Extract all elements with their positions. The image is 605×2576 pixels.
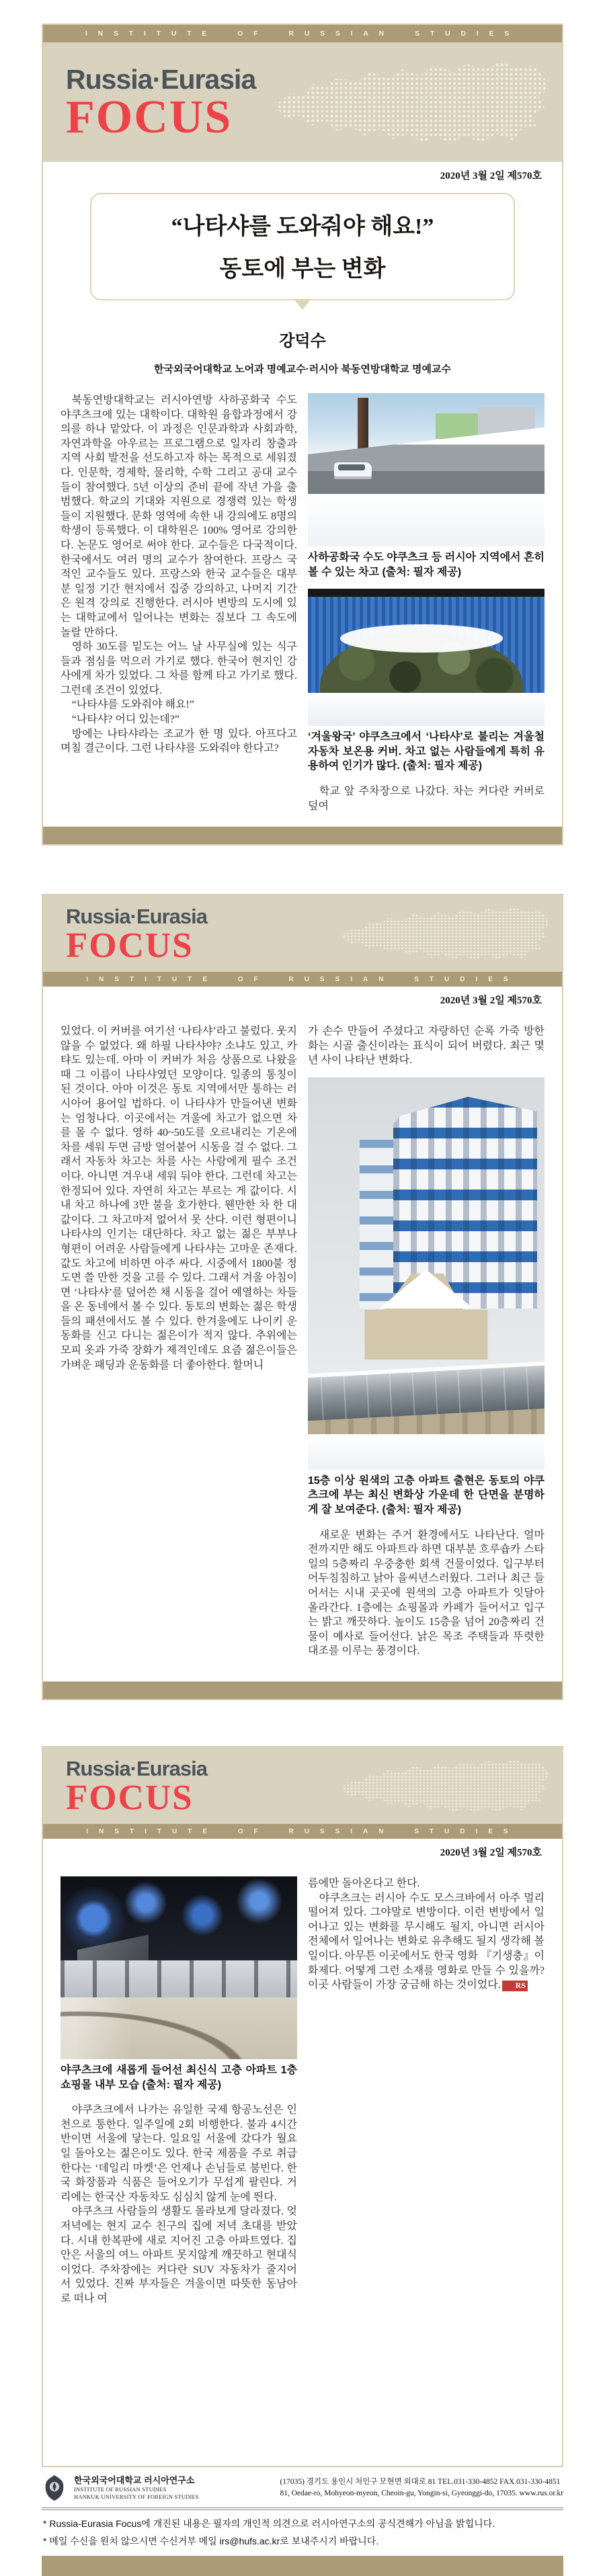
page2-columns (61, 1024, 544, 1659)
issue-date: 2020년 3월 2일 제570호 (440, 1847, 542, 1858)
page-bottom-bar (43, 1681, 562, 1699)
brand-focus: FOCUS (66, 1778, 194, 1817)
page3-left-column (61, 1876, 297, 2307)
snow-ground (308, 1434, 544, 1470)
footer-institute-names (74, 2476, 199, 2499)
paragraph: 가 손수 만들어 주셨다고 자랑하던 순록 가죽 방한화는 시골 출신이라는 표식이 되어 버렸다. 최근 몇 년 사이 나타난 변화다. (308, 1026, 544, 1067)
page3-right-column (308, 1876, 544, 2307)
masthead-banner (43, 42, 562, 162)
page1-right-column (308, 393, 544, 813)
page1-left-column (61, 393, 297, 813)
footer-bottom-bar (42, 2556, 563, 2576)
footer-divider (42, 2507, 563, 2510)
disclaimer-note: * Russia-Eurasia Focus에 개진된 내용은 필자의 개인적 의견으로 러시아연구소의 공식견해가 아님을 밝힙니다. (43, 2518, 495, 2529)
page-bottom-bar (43, 827, 562, 844)
page1-columns (61, 393, 544, 813)
document-footer (42, 2474, 563, 2576)
brand-focus: FOCUS (66, 925, 194, 965)
photo-garage-row (308, 393, 544, 546)
page2-content (43, 987, 562, 1659)
issue-date: 2020년 3월 2일 제570호 (440, 995, 542, 1006)
paragraph: 새로운 변화는 주거 환경에서도 나타난다. 얼마 전까지만 해도 아파트라 하면 대부분 흐루숍카 스타일의 5층짜리 우중충한 회색 건물이었다. 입구부터 어두침침하고 낡아 을씨년스러웠다. 그러나 최근 들어서는 시내 곳곳에 원색의 고층 아파트가 잇달아 올라간다. 1층에는 쇼핑몰과 카페가 들어서고 입구는 밝고 깨끗하다. 높이도 15층을 넘어 20층짜리 건물이 예사로 들어선다. 낡은 목조 주택들과 뚜렷한 대조를 이루는 풍경이다. (308, 1529, 544, 1657)
masthead-institute-text: INSTITUTE OF RUSSIAN STUDIES (86, 1827, 519, 1835)
masthead-institute-text: INSTITUTE OF RUSSIAN STUDIES (86, 975, 519, 983)
paragraph-text: 야쿠츠크는 러시아 수도 모스크바에서 아주 멀리 떨어져 있다. 그야말로 변방이다. 이런 변방에서 일어나고 있는 변화를 무시해도 될지, 아니면 러시아 전체에서 일어나는 변화로 유추해도 될지 생각해 볼 일이다. 아무튼 이곳에서도 한국 영화 『기생충』이 화제다. 어떻게 그런 소재를 영화로 만들 수 있을까? 이곳 사람들이 가장 궁금해 하는 것이었다. (308, 1892, 544, 1991)
address-kr: (17035) 경기도 용인시 처인구 모현면 외대로 81 TEL.031-330-4852 FAX.031-330-4851 (280, 2477, 561, 2486)
author-name: 강덕수 (279, 332, 326, 350)
snow-ground (308, 693, 544, 726)
paragraph: 북동연방대학교는 러시아연방 사하공화국 수도 야쿠츠크에 있는 대학이다. 대학원 융합과정에서 강의를 하나 맡았다. 이 과정은 인문과학과 사회과학, 자연과학을 아우르는 프로그램으로 일자리 창출과 지역 사회 발전을 선도하고자 하는 목적으로 세워졌다. 인문학, 경제학, 물리학, 수학 그리고 공대 교수들이 참여했다. 5년 이상의 준비 끝에 작년 가을 출범했다. 학교의 기대와 지원으로 경쟁력 있는 학생들이 지원했다. 문화 영역에 속한 내 강의에도 8명의 학생이 등록했다. 이 대학원은 100% 영어로 강의한다. 논문도 영어로 써야 한다. 교수들은 다국적이다. 한국에서도 여러 명의 교수가 참여한다. 프랑스 국적인 교수들도 있다. 프랑스와 한국 교수들은 대부분 일정 기간 현지에서 집중 강의하고, 나머지 기간은 원격 강의로 진행한다. 러시아 변방의 도시에 있는 대학교에서 일어나는 변화는 질보다 그 속도에 놀랄 만하다. (61, 394, 297, 638)
masthead-banner (43, 1747, 562, 1824)
white-suv (334, 462, 372, 479)
page-3 (42, 1746, 563, 2467)
unsubscribe-note: * 메일 수신을 원치 않으시면 수신거부 메일 irs@hufs.ac.kr로 보내주시기 바랍니다. (43, 2536, 379, 2546)
institute-name-en1: INSTITUTE OF RUSSIAN STUDIES (74, 2485, 167, 2493)
quote-line: “나타샤를 도와줘야 해요!” (71, 699, 194, 711)
footer-institute-row (42, 2474, 563, 2502)
paragraph: 학교 앞 주차장으로 나갔다. 차는 커다란 커버로 덮여 (308, 785, 544, 812)
page-2 (42, 894, 563, 1700)
photo-caption: 15층 이상 원색의 고층 아파트 출현은 동토의 야쿠츠크에 부는 최신 변화상 가운데 한 단면을 분명하게 잘 보여준다. (출처: 필자 제공) (308, 1474, 544, 1515)
page3-columns (61, 1876, 544, 2307)
quote-line: “나타샤? 어디 있는데?” (71, 714, 179, 726)
glossy-floor (61, 1997, 297, 2059)
brand-logo (43, 64, 256, 144)
photo-caption: ‘겨울왕국’ 야쿠츠크에서 ‘나타샤’로 불리는 겨울철 자동차 보온용 커버. 차고 없는 사람들에게 특히 유용하여 인기가 많다. (출처: 필자 제공) (308, 731, 544, 772)
photo-natasha-cover (308, 589, 544, 726)
paragraph: 방에는 나타샤라는 조교가 한 명 있다. 아프다고 며칠 결근이다. 그런 나타샤를 도와줘야 한다고? (61, 728, 297, 755)
masthead-institute-bar (43, 972, 562, 987)
page1-content (43, 162, 562, 813)
brand-russia-eurasia: Russia·Eurasia (66, 64, 256, 95)
issue-date: 2020년 3월 2일 제570호 (440, 171, 542, 181)
paragraph: 야쿠츠크 사람들의 생활도 몰라보게 달라졌다. 엊저녁에는 현지 교수 친구의 집에 저녁 초대를 받았다. 시내 한복판에 새로 지어진 고층 아파트였다. 집 안은 서울의 여느 아파트 못지않게 깨끗하고 현대식이었다. 주차장에는 커다란 SUV 자동차가 줄지어 서 있었다. 진짜 부자들은 겨울이면 따뜻한 동남아로 떠나 여 (61, 2206, 297, 2304)
author-affiliation: 한국외국어대학교 노어과 명예교수·러시아 북동연방대학교 명예교수 (154, 364, 451, 375)
russia-dotted-map-icon (332, 1751, 554, 1820)
paragraph: 있었다. 이 커버를 여기선 ‘나타샤’라고 불렀다. 웃지 않을 수 없었다. 왜 하필 나타샤야? 소냐도 있고, 카탸도 있는데. 아마 이 커버가 처음 상품으로 나왔을 때 그 이름이 나타샤였던 모양이다. 일종의 통칭이 된 것이다. 아마 이것은 동토 지역에서만 통하는 러시아어 용어일 법하다. 이 나타샤가 만들어낸 변화는 엄청나다. 이곳에서는 겨울에 차고가 없으면 차를 몰 수 없다. 영하 40~50도를 오르내리는 기온에 차를 세워 두면 금방 얼어붙어 시동을 걸 수 없다. 그래서 자동차 차고는 차를 사는 사람에게 필수 조건이다. 아니면 겨우내 세워 둬야 한다. 그런데 차고는 한정되어 있다. 자연히 차고는 부르는 게 값이다. 시내 차고 하나에 3만 불을 호가한다. 웬만한 차 한 대 값이다. 그 차고마저 없어서 못 산다. 이런 형편이니 나타샤의 인기는 대단하다. 차고 없는 젊은 부부나 형편이 어려운 사람들에게 나타샤는 고마운 존재다. 값도 차고에 비하면 아주 싸다. 시중에서 1800불 정도면 쓸 만한 것을 고를 수 있다. 그래서 겨울 아침이면 ‘나타샤’를 덮어쓴 채 시동을 걸어 예열하는 차들을 온 동네에서 볼 수 있다. 동토의 변화는 젊은 학생들의 패션에서도 볼 수 있다. 한겨울에도 나이키 운동화를 신고 다니는 젊은이가 적지 않다. 추위에는 모피 옷과 가죽 장화가 제격인데도 요즘 젊은이들은 가벼운 패딩과 운동화를 더 좋아한다. 할머니 (61, 1026, 297, 1371)
photo-highrise-apartment (308, 1077, 544, 1470)
page-1 (42, 24, 563, 845)
page2-left-column (61, 1024, 297, 1659)
photo-mall-interior (61, 1876, 297, 2059)
russia-dotted-map-icon (332, 899, 554, 968)
storefront-wall (61, 1960, 297, 2001)
paragraph: 야쿠츠크에서 나가는 유일한 국제 항공노선은 인천으로 통한다. 일주일에 2회 비행한다. 불과 4시간 반이면 서울에 닿는다. 일요일 서울에 갔다가 월요일 돌아오는 젊은이도 있다. 한국 제품을 주로 취급한다는 ‘데일리 마켓’은 언제나 손님들로 붐빈다. 한국 화장품과 식품은 들어오기가 무섭게 팔린다. 거리에는 한국산 자동차도 심심치 않게 눈에 띈다. (61, 2104, 297, 2203)
article-title-line1: “나타샤를 도와줘야 해요!” (171, 214, 434, 239)
masthead-institute-text: INSTITUTE OF RUSSIAN STUDIES (85, 30, 520, 38)
brand-russia-eurasia: Russia·Eurasia (66, 904, 207, 928)
title-bubble (90, 193, 515, 300)
smokestack (358, 398, 368, 453)
rs-end-mark-icon: RS (502, 1981, 528, 1991)
bubble-pointer-icon (294, 299, 311, 310)
paragraph: 름에만 돌아온다고 한다. (308, 1878, 420, 1889)
page3-content (43, 1839, 562, 2307)
masthead-institute-bar (43, 25, 562, 42)
brand-focus: FOCUS (66, 91, 233, 144)
paragraph (308, 1891, 544, 1993)
brand-logo (43, 1757, 207, 1815)
article-title-line2: 동토에 부는 변화 (219, 257, 386, 282)
masthead-banner (43, 895, 562, 972)
photo-caption: 사하공화국 수도 야쿠츠크 등 러시아 지역에서 흔히 볼 수 있는 차고 (출처: 필자 제공) (308, 552, 544, 578)
brand-russia-eurasia: Russia·Eurasia (66, 1756, 207, 1780)
footer-address (280, 2477, 563, 2500)
institute-name-en2: HANKUK UNIVERSITY OF FOREIGN STUDIES (74, 2493, 199, 2500)
university-emblem-icon (42, 2474, 67, 2502)
institute-name-kr: 한국외국어대학교 러시아연구소 (74, 2475, 195, 2486)
address-en: 81, Oedae-ro, Mohyeon-myeon, Cheoin-gu, Yongin-si, Gyeonggi-do, 17035. www.rus.or.kr (280, 2489, 563, 2497)
paragraph: 영하 30도를 밑도는 어느 날 사무실에 있는 식구들과 점심을 먹으러 가기로 했다. 한국어 현지인 강사에게 차가 있었다. 그 차를 함께 타고 가기로 했다. 그런데 조건이 있었다. (61, 641, 297, 696)
snow-ground (308, 494, 544, 546)
page2-right-column (308, 1024, 544, 1659)
russia-dotted-map-icon (264, 49, 554, 155)
brand-logo (43, 904, 207, 965)
masthead-institute-bar (43, 1824, 562, 1839)
photo-caption: 야쿠츠크에 새롭게 들어선 최신식 고층 아파트 1층 쇼핑몰 내부 모습 (출처: 필자 제공) (61, 2065, 297, 2091)
